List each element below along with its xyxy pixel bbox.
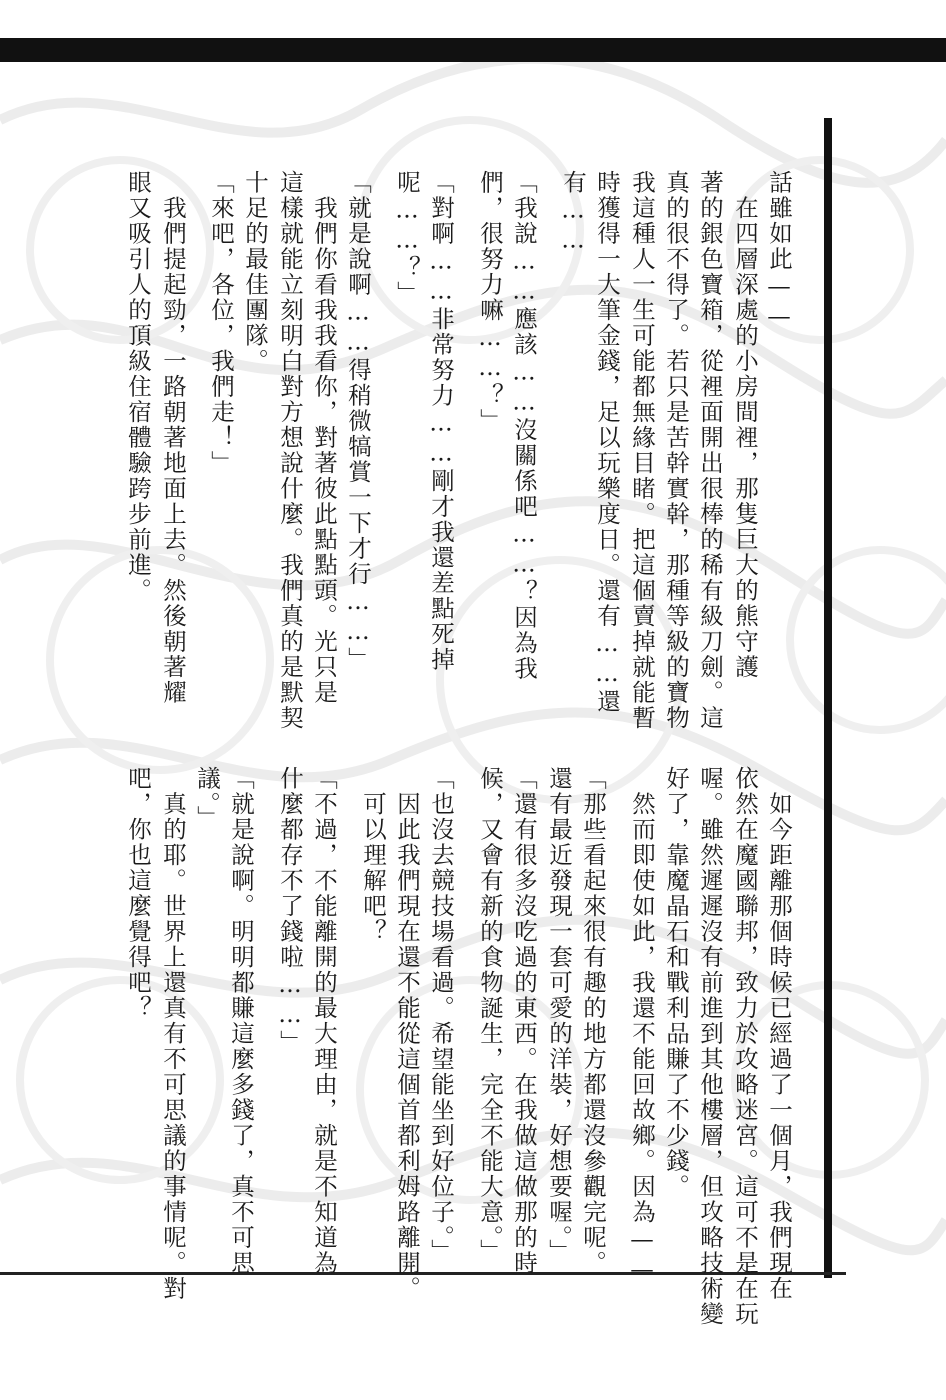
text-column: 時獲得一大筆金錢，足以玩樂度日。還有……還 [593, 170, 621, 715]
dialogue-column: 還有最近發現一套可愛的洋裝，好想要喔。」 [545, 766, 573, 1265]
dialogue-column: 「就是說啊。明明都賺這麼多錢了，真不可思 [227, 766, 255, 1276]
text-column: 眼又吸引人的頂級住宿體驗跨步前進。 [124, 170, 152, 604]
text-column: 話雖如此—— [765, 170, 793, 332]
dialogue-column: 什麼都存不了錢啦……」 [276, 766, 304, 1056]
text-column: 可以理解吧？ [359, 766, 387, 945]
text-column: 十足的最佳團隊。 [241, 170, 269, 374]
text-column: 喔。雖然遲遲沒有前進到其他樓層，但攻略技術變 [696, 766, 724, 1327]
text-column: 吧，你也這麼覺得吧？ [124, 766, 152, 1021]
dialogue-column: 們，很努力嘛……？」 [476, 170, 504, 434]
dialogue-column: 「還有很多沒吃過的東西。在我做這做那的時 [510, 766, 538, 1276]
text-column: 我這種人一生可能都無緣目睹。把這個賣掉就能暫 [628, 170, 656, 731]
text-column: 這樣就能立刻明白對方想說什麼。我們真的是默契 [276, 170, 304, 731]
dialogue-column: 呢……？」 [393, 170, 421, 307]
text-column: 依然在魔國聯邦，致力於攻略迷宮。這可不是在玩 [731, 766, 759, 1327]
text-column: 好了，靠魔晶石和戰利品賺了不少錢。 [662, 766, 690, 1200]
dialogue-column: 「我說……應該……沒關係吧……？因為我 [510, 170, 538, 682]
dialogue-column: 「就是說啊……得稍微犒賞一下才行……」 [344, 170, 372, 673]
dialogue-column: 「來吧，各位，我們走！」 [207, 170, 235, 476]
text-column: 著的銀色寶箱，從裡面開出很棒的稀有級刀劍。這 [696, 170, 724, 731]
text-column: 我們你看我我看你，對著彼此點點頭。光只是 [310, 170, 338, 706]
top-border-bar [0, 38, 946, 62]
text-column: 因此我們現在還不能從這個首都利姆路離開。 [393, 766, 421, 1302]
dialogue-column: 「對啊……非常努力……剛才我還差點死掉 [427, 170, 455, 673]
dialogue-column: 候，又會有新的食物誕生，完全不能大意。」 [476, 766, 504, 1265]
text-column: 如今距離那個時候已經過了一個月，我們現在 [765, 766, 793, 1302]
text-column: 在四層深處的小房間裡，那隻巨大的熊守護 [731, 170, 759, 680]
dialogue-column: 「那些看起來很有趣的地方都還沒參觀完呢。 [579, 766, 607, 1276]
dialogue-column: 「不過，不能離開的最大理由，就是不知道為 [310, 766, 338, 1276]
text-column: 有…… [559, 170, 587, 256]
text-column: 真的很不得了。若只是苦幹實幹，那種等級的寶物 [662, 170, 690, 731]
text-column: 然而即使如此，我還不能回故鄉。因為—— [628, 766, 656, 1285]
vertical-page-rule [824, 118, 832, 1278]
dialogue-column: 議。」 [193, 766, 221, 831]
text-column: 真的耶。世界上還真有不可思議的事情呢。對 [159, 766, 187, 1302]
text-column: 我們提起勁，一路朝著地面上去。然後朝著耀 [159, 170, 187, 706]
dialogue-column: 「也沒去競技場看過。希望能坐到好位子。」 [427, 766, 455, 1265]
